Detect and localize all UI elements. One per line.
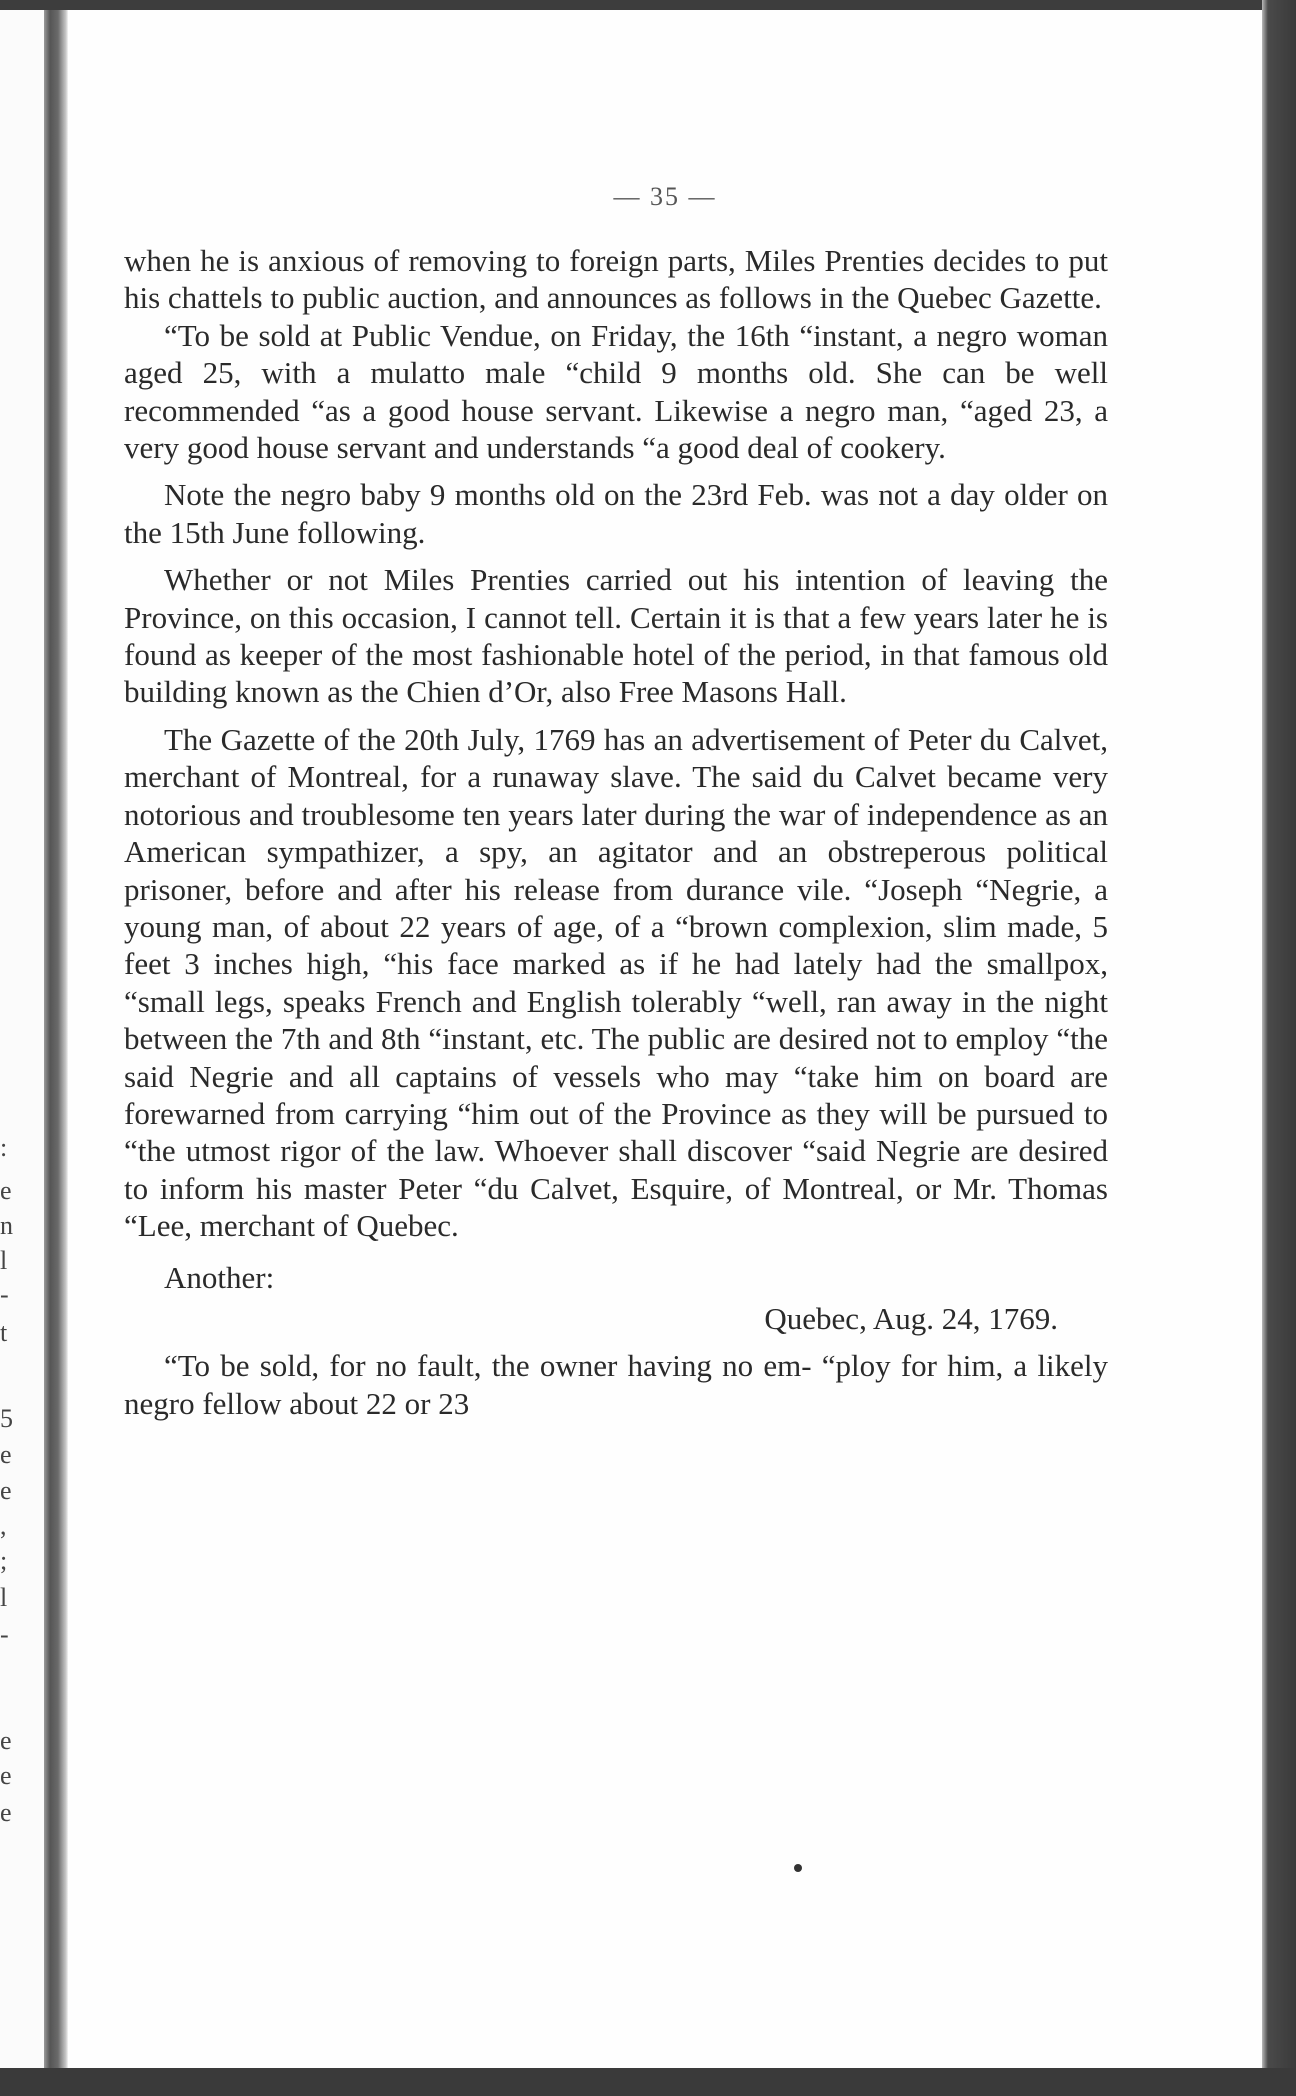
margin-char: , bbox=[0, 1511, 7, 1540]
paragraph-note: Note the negro baby 9 months old on the 23rd Feb. was not a day older on the 15th June following. bbox=[124, 477, 1108, 550]
margin-char: e bbox=[0, 1440, 12, 1469]
left-page-edge bbox=[0, 10, 46, 2068]
paragraph-continuation: when he is anxious of removing to foreign parts, Miles Prenties decides to put his chattels to public auction, and announces as follows in the Quebec Gazette. bbox=[124, 243, 1108, 316]
ink-dot bbox=[794, 1864, 802, 1872]
margin-char: : bbox=[0, 1133, 8, 1162]
margin-char: ; bbox=[0, 1546, 8, 1575]
paragraph-du-calvet: The Gazette of the 20th July, 1769 has an advertisement of Peter du Calvet, merchant of Montreal, for a runaway slave. The said du Calvet became very notorious and troublesome ten years later during the war of independence as an American sympathizer, a spy, an agitator and an obstreperous political prisoner, before and after his release from durance vile. “Joseph “Negrie, a young man, of about 22 years of age, of a “brown complexion, slim made, 5 feet 3 inches high, “his face marked as if he had lately had the smallpox, “small legs, speaks French and English tolerably “well, ran away in the night between the 7th and 8th “instant, etc. The public are desired not to employ “the said Negrie and all captains of vessels who may “take him on board are forewarned from carrying “him out of the Province as they will be pursued to “the utmost rigor of the law. Whoever shall discover “said Negrie are desired to inform his master Peter “du Calvet, Esquire, of Montreal, or Mr. Thomas “Lee, merchant of Quebec. bbox=[124, 721, 1108, 1244]
margin-char: e bbox=[0, 1726, 12, 1755]
margin-char: n bbox=[0, 1211, 13, 1240]
another-label: Another: bbox=[164, 1259, 275, 1295]
dateline: Quebec, Aug. 24, 1769. bbox=[764, 1300, 1058, 1336]
margin-char: l bbox=[0, 1583, 8, 1612]
scan-bottom-border bbox=[0, 2068, 1296, 2096]
book-gutter bbox=[44, 10, 68, 2068]
book-page bbox=[68, 10, 1262, 2068]
scan-top-border bbox=[0, 0, 1296, 10]
margin-char: e bbox=[0, 1798, 12, 1827]
margin-char: e bbox=[0, 1476, 12, 1505]
paragraph-final: “To be sold, for no fault, the owner having no em- “ploy for him, a likely negro fellow about 22 or 23 bbox=[124, 1348, 1108, 1421]
scan-right-border bbox=[1262, 0, 1296, 2096]
paragraph-advertisement-vendue: “To be sold at Public Vendue, on Friday, the 16th “instant, a negro woman aged 25, with a mulatto male “child 9 months old. She can be well recommended “as a good house servant. Likewise a negro man, “aged 23, a very good house servant and understands “a good deal of cookery. bbox=[124, 317, 1108, 466]
margin-char: 5 bbox=[0, 1404, 13, 1433]
margin-char: e bbox=[0, 1176, 12, 1205]
page-text bbox=[124, 242, 1108, 1422]
margin-char: - bbox=[0, 1620, 9, 1649]
margin-char: - bbox=[0, 1280, 9, 1309]
paragraph-prenties: Whether or not Miles Prenties carried out his intention of leaving the Province, on this occasion, I cannot tell. Certain it is that a few years later he is found as keeper of the most fashionable hotel of the period, in that famous old building known as the Chien d’Or, also Free Masons Hall. bbox=[124, 562, 1108, 710]
margin-char: l bbox=[0, 1246, 8, 1275]
page-number: — 35 — bbox=[613, 182, 717, 211]
margin-char: t bbox=[0, 1318, 8, 1347]
margin-char: e bbox=[0, 1761, 12, 1790]
